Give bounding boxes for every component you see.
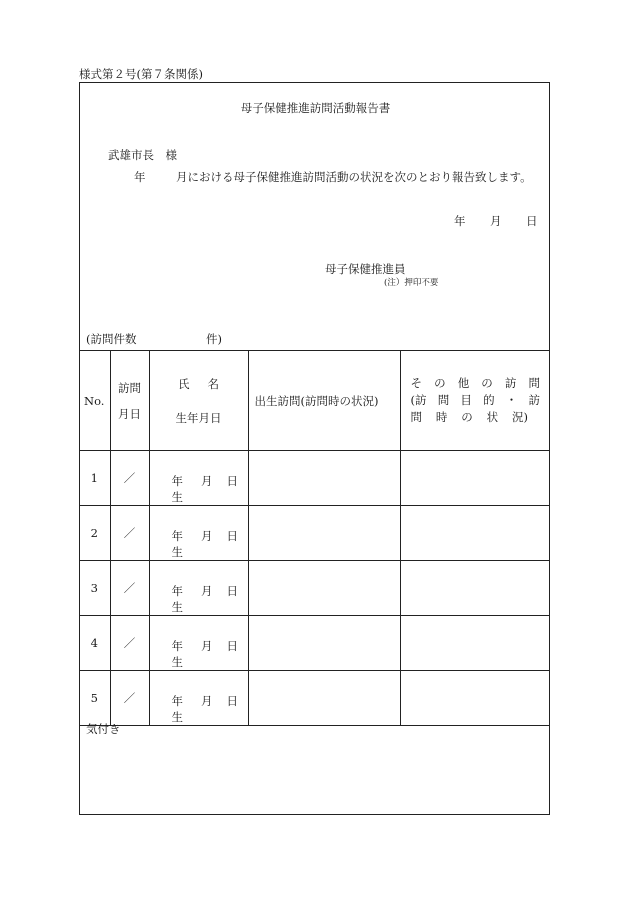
header-other-char: 訪 (504, 376, 517, 390)
birth-day-label: 日生 (171, 639, 238, 669)
header-other-char: 問 (528, 376, 540, 390)
birth-year-label: 年 (171, 584, 183, 598)
other-visit-field[interactable] (400, 561, 550, 616)
notes-area[interactable] (80, 705, 549, 814)
intro-statement: 月における母子保健推進訪問活動の状況を次のとおり報告致します。 (176, 170, 532, 184)
header-other-char: の (434, 376, 446, 390)
visit-count-label: (訪問件数 (86, 332, 137, 346)
header-visit-label: 訪問 (118, 380, 141, 395)
birth-day-label: 日生 (171, 529, 238, 559)
birth-visit-field[interactable] (248, 616, 400, 671)
header-other-char: そ (410, 376, 422, 390)
other-visit-field[interactable] (400, 451, 550, 506)
birth-day-label: 日生 (171, 694, 238, 724)
header-other-char: ・ (505, 393, 518, 407)
row-number: 5 (79, 671, 110, 726)
visit-date-field[interactable]: ／ (110, 616, 149, 671)
header-other-char: 状 (486, 410, 499, 424)
seal-note: (注）押印不要 (384, 278, 439, 288)
visit-date-field[interactable]: ／ (110, 451, 149, 506)
birth-visit-field[interactable] (248, 451, 400, 506)
promoter-title: 母子保健推進員 (325, 262, 406, 276)
addressee: 武雄市長 様 (108, 148, 177, 162)
table-row (79, 616, 550, 671)
header-other-char: 訪 (528, 393, 540, 407)
birth-year-label: 年 (171, 474, 183, 488)
header-birth-visit: 出生訪問(訪問時の状況) (248, 351, 400, 451)
row-number: 1 (79, 451, 110, 506)
date-month: 月 (490, 214, 502, 228)
header-birthdate-label: 生年月日 (175, 410, 222, 425)
form-number-label: 様式第２号(第７条関係) (79, 67, 203, 81)
header-other-char: 問 (410, 410, 422, 424)
birth-year-label: 年 (171, 639, 183, 653)
birthdate-field[interactable] (149, 616, 248, 671)
birth-visit-field[interactable] (248, 561, 400, 616)
header-other-char: 他 (457, 376, 470, 390)
birth-year-label: 年 (171, 694, 183, 708)
table-row (79, 506, 550, 561)
header-other-char: 問 (437, 393, 450, 407)
birth-month-label: 月 (201, 694, 213, 708)
header-other-char: 況) (512, 410, 528, 424)
visit-date-field[interactable]: ／ (110, 671, 149, 726)
header-other-char: の (481, 376, 493, 390)
birth-visit-field[interactable] (248, 506, 400, 561)
header-other-char: 時 (435, 410, 448, 424)
report-title: 母子保健推進訪問活動報告書 (240, 101, 391, 115)
visit-table (79, 350, 550, 726)
header-other-visit (400, 351, 550, 451)
header-other-char: 目 (460, 393, 472, 407)
other-visit-field[interactable] (400, 616, 550, 671)
birth-year-label: 年 (171, 529, 183, 543)
birth-month-label: 月 (201, 529, 213, 543)
birth-day-label: 日生 (171, 584, 238, 614)
birthdate-field[interactable] (149, 451, 248, 506)
header-name-birthdate (149, 351, 248, 451)
date-year: 年 (454, 214, 466, 228)
header-other-line-1 (411, 375, 541, 392)
row-number: 2 (79, 506, 110, 561)
header-other-line-3 (411, 409, 541, 426)
header-no: No. (79, 351, 110, 451)
header-other-char: (訪 (410, 393, 427, 407)
birth-month-label: 月 (201, 584, 213, 598)
visit-date-field[interactable]: ／ (110, 561, 149, 616)
intro-year: 年 (134, 170, 146, 184)
notes-label: 気付き (86, 722, 121, 736)
birthdate-field[interactable] (149, 506, 248, 561)
birth-month-label: 月 (201, 474, 213, 488)
header-visit-date (110, 351, 149, 451)
visit-count-unit: 件) (206, 332, 222, 346)
visit-date-field[interactable]: ／ (110, 506, 149, 561)
other-visit-field[interactable] (400, 506, 550, 561)
header-name-label: 氏名 (178, 376, 237, 391)
row-number: 3 (79, 561, 110, 616)
row-number: 4 (79, 616, 110, 671)
report-form (79, 82, 550, 815)
birth-month-label: 月 (201, 639, 213, 653)
birthdate-field[interactable] (149, 561, 248, 616)
birth-day-label: 日生 (171, 474, 238, 504)
header-other-char: 的 (483, 393, 495, 407)
header-date-label: 月日 (118, 406, 141, 421)
table-row (79, 561, 550, 616)
table-row (79, 451, 550, 506)
table-header-row (79, 351, 550, 451)
header-other-line-2 (411, 392, 541, 409)
header-other-char: の (461, 410, 473, 424)
date-day: 日 (526, 214, 538, 228)
